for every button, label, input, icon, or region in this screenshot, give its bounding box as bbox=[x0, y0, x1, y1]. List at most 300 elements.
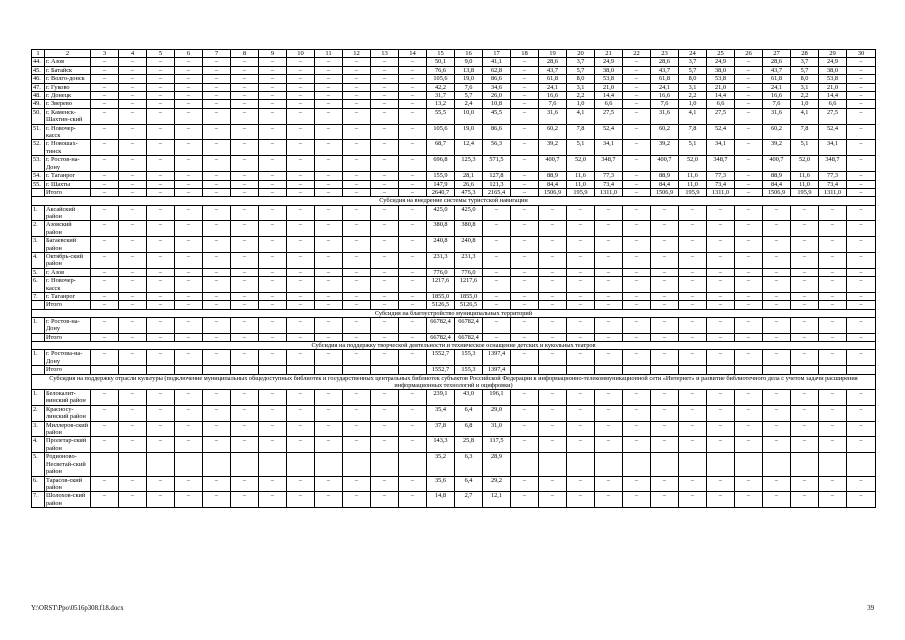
value-cell: 7,6 bbox=[455, 83, 483, 91]
value-cell: – bbox=[343, 390, 371, 406]
table-row bbox=[32, 100, 876, 108]
value-cell: – bbox=[147, 476, 175, 492]
table-row bbox=[32, 476, 876, 492]
value-cell: – bbox=[231, 437, 259, 453]
value-cell: – bbox=[567, 350, 595, 366]
value-cell: – bbox=[595, 205, 623, 221]
value-cell: 50,1 bbox=[427, 58, 455, 66]
value-cell: – bbox=[343, 66, 371, 74]
value-cell: 39,2 bbox=[763, 140, 791, 156]
value-cell: – bbox=[287, 83, 315, 91]
value-cell: – bbox=[371, 188, 399, 196]
value-cell: – bbox=[371, 405, 399, 421]
value-cell: – bbox=[539, 492, 567, 508]
column-number: 18 bbox=[511, 50, 539, 58]
value-cell: – bbox=[651, 301, 679, 309]
value-cell: – bbox=[819, 333, 847, 341]
column-number: 7 bbox=[203, 50, 231, 58]
value-cell: 1855,0 bbox=[455, 292, 483, 300]
value-cell: – bbox=[147, 83, 175, 91]
value-cell: – bbox=[511, 205, 539, 221]
value-cell: – bbox=[343, 333, 371, 341]
value-cell: – bbox=[175, 421, 203, 437]
value-cell: – bbox=[511, 492, 539, 508]
value-cell: – bbox=[287, 75, 315, 83]
value-cell: – bbox=[343, 156, 371, 172]
value-cell: 14,4 bbox=[595, 92, 623, 100]
value-cell: – bbox=[287, 277, 315, 293]
value-cell: – bbox=[791, 237, 819, 253]
value-cell: – bbox=[343, 188, 371, 196]
value-cell: 27,5 bbox=[819, 108, 847, 124]
value-cell: 11,6 bbox=[679, 172, 707, 180]
value-cell: – bbox=[539, 301, 567, 309]
value-cell: – bbox=[511, 75, 539, 83]
value-cell: – bbox=[343, 75, 371, 83]
value-cell: – bbox=[119, 301, 147, 309]
value-cell: – bbox=[735, 66, 763, 74]
value-cell: – bbox=[231, 492, 259, 508]
value-cell: 31,0 bbox=[483, 421, 511, 437]
value-cell: – bbox=[91, 92, 119, 100]
value-cell: – bbox=[595, 421, 623, 437]
value-cell: 117,5 bbox=[483, 437, 511, 453]
value-cell: – bbox=[735, 92, 763, 100]
value-cell: – bbox=[315, 100, 343, 108]
value-cell bbox=[819, 453, 847, 476]
value-cell: – bbox=[371, 277, 399, 293]
value-cell: – bbox=[119, 492, 147, 508]
value-cell: – bbox=[623, 205, 651, 221]
value-cell: – bbox=[735, 268, 763, 276]
value-cell: – bbox=[819, 437, 847, 453]
value-cell: 1397,4 bbox=[483, 350, 511, 366]
value-cell: – bbox=[539, 437, 567, 453]
value-cell bbox=[595, 453, 623, 476]
value-cell: 31,6 bbox=[763, 108, 791, 124]
value-cell: 400,7 bbox=[539, 156, 567, 172]
value-cell: – bbox=[819, 476, 847, 492]
table-row bbox=[32, 58, 876, 66]
value-cell: – bbox=[735, 108, 763, 124]
value-cell: – bbox=[623, 492, 651, 508]
value-cell: 21,0 bbox=[819, 83, 847, 91]
column-number: 19 bbox=[539, 50, 567, 58]
value-cell: 239,1 bbox=[427, 390, 455, 406]
value-cell: 7,8 bbox=[791, 124, 819, 140]
row-number: 1. bbox=[32, 350, 45, 366]
section-title-row bbox=[32, 374, 876, 389]
value-cell: 3,1 bbox=[567, 83, 595, 91]
value-cell: – bbox=[847, 172, 876, 180]
value-cell: – bbox=[147, 156, 175, 172]
value-cell: – bbox=[259, 437, 287, 453]
value-cell: – bbox=[315, 92, 343, 100]
value-cell: – bbox=[371, 172, 399, 180]
value-cell: – bbox=[343, 268, 371, 276]
value-cell: – bbox=[399, 58, 427, 66]
value-cell: – bbox=[763, 350, 791, 366]
value-cell bbox=[791, 453, 819, 476]
value-cell: – bbox=[147, 75, 175, 83]
value-cell: – bbox=[847, 476, 876, 492]
value-cell: – bbox=[735, 221, 763, 237]
table-row bbox=[32, 268, 876, 276]
value-cell: 147,9 bbox=[427, 180, 455, 188]
value-cell: – bbox=[623, 437, 651, 453]
value-cell: 7,8 bbox=[679, 124, 707, 140]
value-cell: – bbox=[399, 221, 427, 237]
value-cell: – bbox=[91, 301, 119, 309]
table-row bbox=[32, 180, 876, 188]
value-cell: – bbox=[203, 188, 231, 196]
value-cell: – bbox=[119, 277, 147, 293]
value-cell: – bbox=[91, 108, 119, 124]
value-cell: – bbox=[203, 58, 231, 66]
value-cell: – bbox=[287, 108, 315, 124]
value-cell: – bbox=[791, 318, 819, 334]
table-row bbox=[32, 318, 876, 334]
value-cell: 1,0 bbox=[679, 100, 707, 108]
value-cell: – bbox=[119, 252, 147, 268]
value-cell: 240,8 bbox=[455, 237, 483, 253]
value-cell: – bbox=[399, 277, 427, 293]
value-cell: – bbox=[735, 58, 763, 66]
value-cell: – bbox=[231, 58, 259, 66]
value-cell: 5126,5 bbox=[427, 301, 455, 309]
value-cell: – bbox=[735, 75, 763, 83]
value-cell: – bbox=[763, 333, 791, 341]
value-cell: – bbox=[119, 292, 147, 300]
value-cell: – bbox=[511, 277, 539, 293]
value-cell: – bbox=[287, 58, 315, 66]
value-cell: 43,7 bbox=[539, 66, 567, 74]
municipality-name: Багаевский район bbox=[45, 237, 91, 253]
value-cell: – bbox=[175, 301, 203, 309]
row-number: 50. bbox=[32, 108, 45, 124]
value-cell: 1217,6 bbox=[427, 277, 455, 293]
value-cell: – bbox=[119, 350, 147, 366]
value-cell: – bbox=[623, 318, 651, 334]
value-cell: – bbox=[231, 405, 259, 421]
value-cell: 5,7 bbox=[455, 92, 483, 100]
value-cell bbox=[399, 366, 427, 374]
value-cell: – bbox=[147, 188, 175, 196]
value-cell: – bbox=[259, 83, 287, 91]
value-cell: – bbox=[371, 492, 399, 508]
value-cell: – bbox=[399, 100, 427, 108]
value-cell: 143,3 bbox=[427, 437, 455, 453]
value-cell: 5,1 bbox=[679, 140, 707, 156]
value-cell: – bbox=[231, 252, 259, 268]
value-cell: – bbox=[679, 333, 707, 341]
value-cell: 1,0 bbox=[791, 100, 819, 108]
row-number: 6. bbox=[32, 476, 45, 492]
value-cell: – bbox=[259, 492, 287, 508]
value-cell: – bbox=[567, 421, 595, 437]
value-cell: – bbox=[511, 124, 539, 140]
value-cell: – bbox=[483, 205, 511, 221]
table-row bbox=[32, 124, 876, 140]
value-cell: – bbox=[91, 492, 119, 508]
value-cell: – bbox=[511, 390, 539, 406]
value-cell: – bbox=[343, 108, 371, 124]
value-cell: – bbox=[567, 292, 595, 300]
value-cell: 52,0 bbox=[791, 156, 819, 172]
value-cell: – bbox=[847, 83, 876, 91]
row-number: 2. bbox=[32, 221, 45, 237]
value-cell: – bbox=[91, 180, 119, 188]
value-cell: 195,9 bbox=[567, 188, 595, 196]
value-cell: – bbox=[567, 221, 595, 237]
value-cell: – bbox=[371, 140, 399, 156]
value-cell: 24,9 bbox=[819, 58, 847, 66]
value-cell: – bbox=[791, 437, 819, 453]
value-cell: – bbox=[539, 318, 567, 334]
value-cell: – bbox=[259, 156, 287, 172]
value-cell: – bbox=[371, 124, 399, 140]
value-cell: 27,5 bbox=[595, 108, 623, 124]
value-cell bbox=[343, 366, 371, 374]
value-cell: – bbox=[315, 124, 343, 140]
value-cell: 105,6 bbox=[427, 124, 455, 140]
value-cell: – bbox=[567, 268, 595, 276]
value-cell: – bbox=[203, 75, 231, 83]
value-cell: – bbox=[315, 437, 343, 453]
value-cell: 53,8 bbox=[819, 75, 847, 83]
value-cell bbox=[371, 453, 399, 476]
value-cell: 37,8 bbox=[427, 421, 455, 437]
value-cell: – bbox=[847, 108, 876, 124]
value-cell: 21,0 bbox=[595, 83, 623, 91]
value-cell: – bbox=[119, 108, 147, 124]
value-cell bbox=[511, 453, 539, 476]
value-cell: – bbox=[847, 277, 876, 293]
value-cell: – bbox=[791, 405, 819, 421]
column-number: 30 bbox=[847, 50, 876, 58]
value-cell: – bbox=[371, 221, 399, 237]
value-cell: – bbox=[651, 318, 679, 334]
value-cell: – bbox=[175, 188, 203, 196]
value-cell: – bbox=[371, 350, 399, 366]
municipality-name: г. Ростов-на-Дону bbox=[45, 318, 91, 334]
value-cell: – bbox=[735, 172, 763, 180]
value-cell: 88,9 bbox=[651, 172, 679, 180]
value-cell: – bbox=[707, 205, 735, 221]
value-cell: – bbox=[343, 405, 371, 421]
value-cell: – bbox=[399, 252, 427, 268]
value-cell: – bbox=[371, 58, 399, 66]
value-cell: – bbox=[679, 350, 707, 366]
value-cell: – bbox=[287, 492, 315, 508]
value-cell: – bbox=[539, 205, 567, 221]
value-cell: 1506,9 bbox=[651, 188, 679, 196]
value-cell: 348,7 bbox=[707, 156, 735, 172]
table-row bbox=[32, 333, 876, 341]
value-cell: – bbox=[623, 58, 651, 66]
table-row bbox=[32, 140, 876, 156]
value-cell: – bbox=[707, 405, 735, 421]
value-cell: – bbox=[847, 188, 876, 196]
value-cell: 125,3 bbox=[455, 156, 483, 172]
value-cell: – bbox=[147, 221, 175, 237]
value-cell: – bbox=[91, 205, 119, 221]
value-cell: 9,0 bbox=[455, 58, 483, 66]
value-cell: – bbox=[287, 237, 315, 253]
value-cell: – bbox=[399, 292, 427, 300]
value-cell: – bbox=[147, 421, 175, 437]
value-cell: – bbox=[707, 350, 735, 366]
column-number: 29 bbox=[819, 50, 847, 58]
value-cell: – bbox=[371, 476, 399, 492]
value-cell: 73,4 bbox=[595, 180, 623, 188]
value-cell: 60,2 bbox=[539, 124, 567, 140]
value-cell: 28,6 bbox=[651, 58, 679, 66]
value-cell: 7,8 bbox=[567, 124, 595, 140]
value-cell: 7,6 bbox=[651, 100, 679, 108]
value-cell: – bbox=[259, 476, 287, 492]
value-cell: 31,7 bbox=[427, 92, 455, 100]
value-cell: – bbox=[623, 180, 651, 188]
value-cell: 38,0 bbox=[819, 66, 847, 74]
value-cell: – bbox=[679, 277, 707, 293]
value-cell: – bbox=[483, 292, 511, 300]
value-cell: – bbox=[175, 100, 203, 108]
row-number: 52. bbox=[32, 140, 45, 156]
section-title: Субсидия на благоустройство муниципальных территорий bbox=[32, 309, 876, 317]
value-cell: – bbox=[735, 492, 763, 508]
value-cell: 52,0 bbox=[679, 156, 707, 172]
value-cell: – bbox=[119, 100, 147, 108]
value-cell: – bbox=[203, 140, 231, 156]
value-cell: – bbox=[623, 350, 651, 366]
value-cell: – bbox=[203, 421, 231, 437]
value-cell: 34,6 bbox=[483, 83, 511, 91]
value-cell: – bbox=[735, 205, 763, 221]
value-cell: – bbox=[623, 75, 651, 83]
value-cell: 28,1 bbox=[455, 172, 483, 180]
value-cell: 62,8 bbox=[483, 66, 511, 74]
value-cell: – bbox=[819, 421, 847, 437]
row-number: 4. bbox=[32, 252, 45, 268]
column-number: 21 bbox=[595, 50, 623, 58]
value-cell: – bbox=[91, 421, 119, 437]
value-cell: – bbox=[287, 421, 315, 437]
municipality-name: г. Батайск bbox=[45, 66, 91, 74]
value-cell: 3,7 bbox=[791, 58, 819, 66]
value-cell: – bbox=[735, 180, 763, 188]
value-cell: – bbox=[315, 66, 343, 74]
column-number: 15 bbox=[427, 50, 455, 58]
value-cell: 35,2 bbox=[427, 453, 455, 476]
value-cell: – bbox=[343, 92, 371, 100]
table-row bbox=[32, 301, 876, 309]
value-cell: – bbox=[259, 390, 287, 406]
value-cell bbox=[315, 366, 343, 374]
value-cell: – bbox=[791, 476, 819, 492]
value-cell: 571,5 bbox=[483, 156, 511, 172]
column-number: 2 bbox=[45, 50, 91, 58]
value-cell: – bbox=[763, 292, 791, 300]
value-cell: 1397,4 bbox=[483, 366, 511, 374]
municipality-name: г. Новочер-касск bbox=[45, 124, 91, 140]
value-cell: 11,0 bbox=[679, 180, 707, 188]
value-cell: – bbox=[651, 390, 679, 406]
value-cell: – bbox=[623, 476, 651, 492]
value-cell: 6,3 bbox=[455, 453, 483, 476]
municipality-name: Октябрь-ский район bbox=[45, 252, 91, 268]
row-number bbox=[32, 333, 45, 341]
value-cell: 16,6 bbox=[539, 92, 567, 100]
value-cell: – bbox=[623, 140, 651, 156]
value-cell: – bbox=[371, 92, 399, 100]
value-cell: – bbox=[91, 268, 119, 276]
value-cell: – bbox=[651, 476, 679, 492]
value-cell: – bbox=[287, 318, 315, 334]
value-cell bbox=[847, 366, 876, 374]
value-cell: – bbox=[371, 437, 399, 453]
value-cell: – bbox=[259, 252, 287, 268]
value-cell: 60,2 bbox=[651, 124, 679, 140]
value-cell: – bbox=[91, 333, 119, 341]
value-cell: – bbox=[847, 75, 876, 83]
value-cell: – bbox=[91, 75, 119, 83]
value-cell: 1,0 bbox=[567, 100, 595, 108]
value-cell: 66782,4 bbox=[427, 333, 455, 341]
value-cell: 2,2 bbox=[791, 92, 819, 100]
value-cell: – bbox=[651, 277, 679, 293]
value-cell: – bbox=[791, 292, 819, 300]
value-cell: – bbox=[539, 421, 567, 437]
row-number: 54. bbox=[32, 172, 45, 180]
value-cell: 1311,0 bbox=[707, 188, 735, 196]
row-number: 4. bbox=[32, 437, 45, 453]
value-cell: – bbox=[287, 205, 315, 221]
value-cell: – bbox=[819, 221, 847, 237]
value-cell: – bbox=[259, 237, 287, 253]
value-cell: – bbox=[147, 405, 175, 421]
value-cell: 11,0 bbox=[791, 180, 819, 188]
value-cell: – bbox=[287, 156, 315, 172]
value-cell: 55,5 bbox=[427, 108, 455, 124]
value-cell: 66782,4 bbox=[455, 333, 483, 341]
value-cell: – bbox=[679, 390, 707, 406]
table-row bbox=[32, 92, 876, 100]
value-cell: – bbox=[511, 268, 539, 276]
value-cell: 14,4 bbox=[819, 92, 847, 100]
value-cell: – bbox=[315, 140, 343, 156]
municipality-name: г. Таганрог bbox=[45, 292, 91, 300]
municipality-name: г. Новошах-тинск bbox=[45, 140, 91, 156]
value-cell: – bbox=[399, 188, 427, 196]
value-cell: – bbox=[483, 252, 511, 268]
value-cell: – bbox=[623, 268, 651, 276]
value-cell: 25,8 bbox=[455, 437, 483, 453]
value-cell: 7,6 bbox=[763, 100, 791, 108]
value-cell: – bbox=[343, 180, 371, 188]
value-cell: – bbox=[595, 437, 623, 453]
value-cell: – bbox=[91, 252, 119, 268]
value-cell bbox=[259, 366, 287, 374]
column-number: 11 bbox=[315, 50, 343, 58]
value-cell: – bbox=[763, 318, 791, 334]
table-row bbox=[32, 75, 876, 83]
section-title: Субсидия на поддержку творческой деятельности и техническое оснащение детских и кукольных театров bbox=[32, 342, 876, 350]
value-cell: – bbox=[819, 350, 847, 366]
value-cell: – bbox=[651, 237, 679, 253]
municipality-name: г. Зверево bbox=[45, 100, 91, 108]
row-number: 1. bbox=[32, 205, 45, 221]
